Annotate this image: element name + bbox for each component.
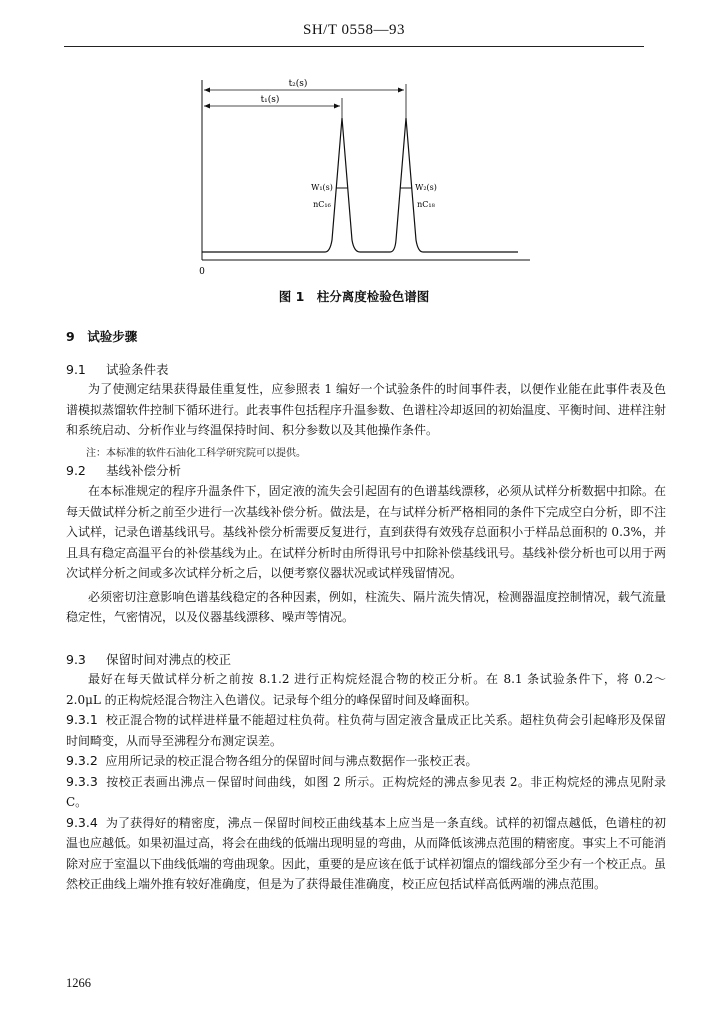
section-9-3-2 — [66, 751, 666, 772]
section-9-title: 9 试验步骤 — [66, 329, 138, 344]
chromatogram-figure — [180, 70, 540, 280]
section-9-3-4 — [66, 813, 666, 895]
section-9-3-2-number: 9.3.2 — [66, 753, 98, 768]
section-9-3-4-number: 9.3.4 — [66, 814, 98, 830]
header-standard-code: SH/T 0558—93 — [303, 22, 405, 38]
section-9-3-3-number: 9.3.3 — [66, 773, 98, 789]
peak1-width-label: W₁(s) — [311, 183, 333, 192]
t2-label: t₂(s) — [288, 79, 308, 89]
section-9-1-body — [66, 379, 666, 441]
section-9-3-2-text: 应用所记录的校正混合物各组分的保留时间与沸点数据作一张校正表。 — [105, 754, 478, 768]
peak2-component-label: nC₁₈ — [417, 200, 435, 209]
section-9-3-3 — [66, 772, 666, 813]
chromatogram-trace — [202, 118, 518, 252]
origin-label: 0 — [199, 267, 205, 277]
section-9-3-4-text: 为了获得好的精密度，沸点－保留时间校正曲线基本上应当是一条直线。试样的初馏点越低，色谱柱的初温也应越低。如果初温过高，将会在曲线的低端出现明显的弯曲，从而降低该沸点范围的精密度。事实上不可能消除对应于室温以下曲线低端的弯曲现象。因此，重要的是应该在低于试样初馏点的馏线部分至少有一个校正点。虽然校正曲线上端外推有较好准确度，但是为了获得最佳准确度，校正应包括试样高低两端的沸点范围。 — [66, 815, 667, 891]
section-9-2-title: 基线补偿分析 — [106, 463, 182, 478]
section-9-1-paragraph: 为了使测定结果获得最佳重复性，应参照表 1 编好一个试验条件的时间事件表，以便作业能在此事件表及色谱模拟蒸馏软件控制下循环进行。此表事件包括程序升温参数、色谱柱冷却返回的初始温度、平衡时间、进样注射和系统启动、分析作业与终温保持时间、积分参数以及其他操作条件。 — [66, 382, 667, 437]
section-9-3-1-number: 9.3.1 — [66, 712, 98, 727]
section-9-2-body — [66, 481, 666, 628]
section-9-3-body — [66, 669, 666, 895]
peak1-component-label: nC₁₆ — [313, 200, 331, 209]
t1-label: t₁(s) — [260, 95, 280, 105]
section-9-3-1 — [66, 710, 666, 751]
section-9-1-heading — [66, 360, 169, 378]
section-9-3-title: 保留时间对沸点的校正 — [106, 652, 232, 667]
section-9-2-heading — [66, 461, 181, 479]
section-9-3-1-text: 校正混合物的试样进样量不能超过柱负荷。柱负荷与固定液含量成正比关系。超柱负荷会引起峰形及保留时间畸变，从而导至沸程分布测定误差。 — [66, 713, 666, 748]
section-9-3-heading — [66, 650, 231, 668]
section-9-2-number: 9.2 — [66, 463, 86, 478]
section-9-3-paragraph: 最好在每天做试样分析之前按 8.1.2 进行正构烷烃混合物的校正分析。在 8.1 条试验条件下，将 0.2～2.0μL 的正构烷烃混合物注入色谱仪。记录每个组分的峰保留时间及峰面积。 — [66, 672, 666, 707]
section-9-2-paragraph-2: 必须密切注意影响色谱基线稳定的各种因素，例如，柱流失、隔片流失情况，检测器温度控制情况，载气流量稳定性，气密情况，以及仪器基线漂移、噪声等情况。 — [66, 589, 666, 624]
header-rule — [64, 46, 644, 47]
page-number: 1266 — [66, 976, 91, 990]
figure-caption: 图 1 柱分离度检验色谱图 — [278, 289, 430, 304]
section-9-1-title: 试验条件表 — [106, 362, 169, 377]
section-9-3-number: 9.3 — [66, 652, 86, 667]
section-9-3-3-text: 按校正表画出沸点－保留时间曲线，如图 2 所示。正构烷烃的沸点参见表 2。非正构烷烃的沸点见附录 C。 — [66, 774, 666, 809]
section-9-1-number: 9.1 — [66, 362, 86, 377]
peak2-width-label: W₂(s) — [415, 183, 437, 192]
section-9-2-paragraph-1: 在本标准规定的程序升温条件下，固定液的流失会引起固有的色谱基线漂移，必须从试样分析数据中扣除。在每天做试样分析之前至少进行一次基线补偿分析。做法是，在与试样分析严格相同的条件下完成空白分析，即不注入试样，记录色谱基线讯号。基线补偿分析需要反复进行，直到获得有效残存总面积小于样品总面积的 0.3%，并且具有稳定高温平台的补偿基线为止。在试样分析时由所得讯号中扣除补偿基线讯号。基线补偿分析也可以用于两次试样分析之间或多次试样分析之后，以便考察仪器状况或试样残留情况。 — [66, 484, 667, 580]
section-9-1-note: 注：本标准的软件石油化工科学研究院可以提供。 — [86, 448, 306, 459]
